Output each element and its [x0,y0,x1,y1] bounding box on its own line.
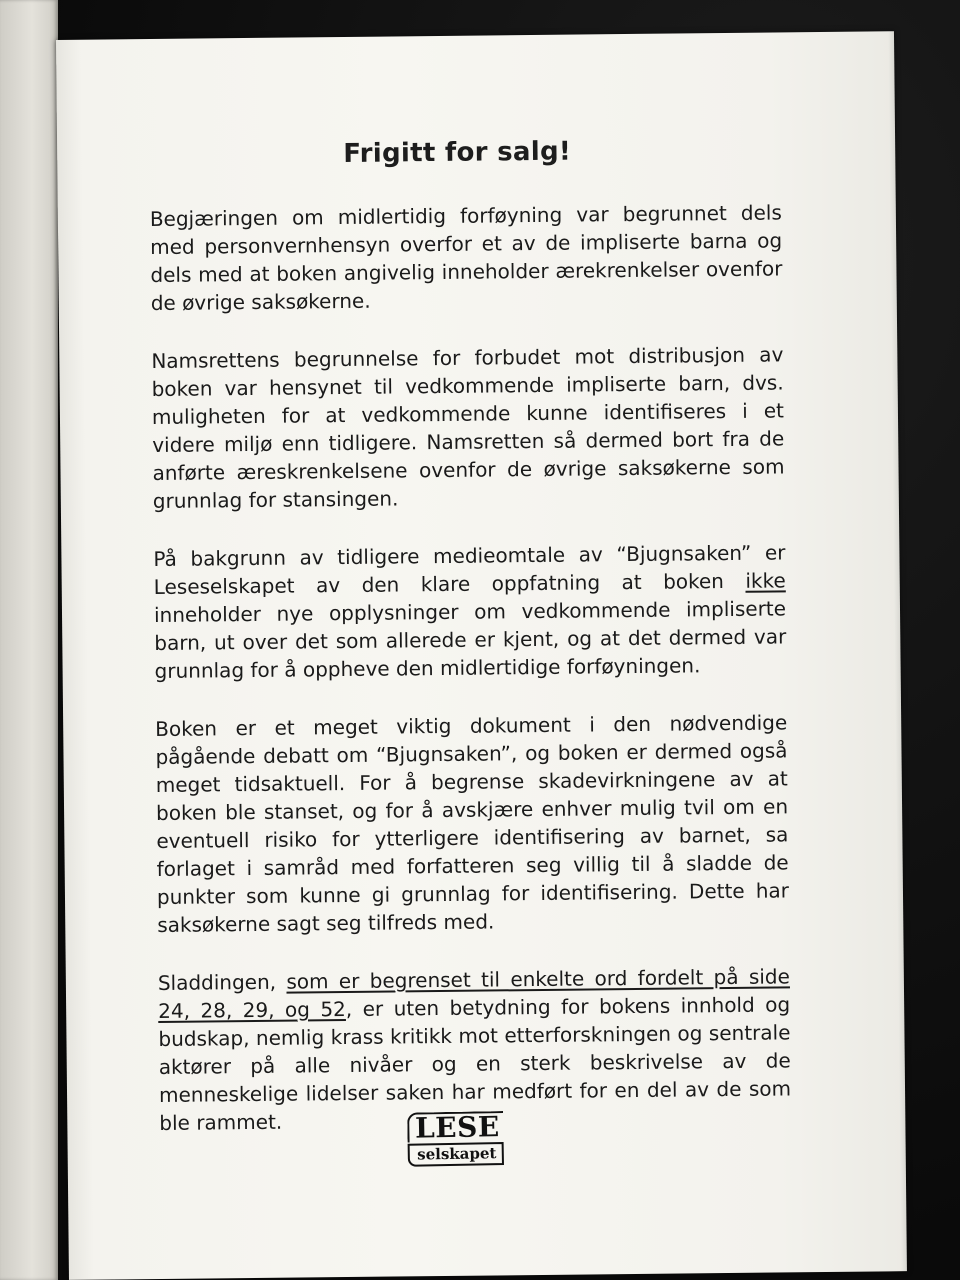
paragraph-1: Begjæringen om midlertidig forføyning var begrunnet dels med personvernhensyn overfor et av de impliserte barna og dels med at boken angivelig inneholder ærekrenkelser ovenfor de øvrige saksøkerne. [149,200,783,316]
paragraph-4: Boken er et meget viktig dokument i den nødvendige pågående debatt om “Bjugnsaken”, og boken er dermed også meget tidsaktuell. For å begrense skadevirkningene av at boken ble stanset, og for å avskjære enhver mulig tvil om en eventuell risiko for ytterligere identifisering av barnet, sa forlaget i samråd med forfatteren seg villig til å sladde de punkter som kunne gi grunnlag for identifisering. Dette har saksøkerne sagt seg tilfreds med. [155,710,790,937]
paragraph-2: Namsrettens begrunnelse for forbudet mot distribusjon av boken var hensynet til vedkommende impliserte barn, dvs. muligheten for at vedkommende kunne identifiseres i et videre miljø enn tidligere. Namsretten så dermed bort fra de anførte æreskrenkelsene ovenfor de øvrige saksøkerne som grunnlag for stansingen. [151,342,785,514]
underlined-page-references: som er begrenset til enkelte ord fordelt på side 24, 28, 29, og 52 [158,964,790,1023]
logo-word-lese: LESE [407,1111,504,1143]
paragraph-3-start: På bakgrunn av tidligere medieomtale av “Bjugnsaken” er Leseselskapet av den klare oppfatning at boken [153,540,786,600]
page-edge-shadow [888,31,907,1271]
paragraph-3-end: inneholder nye opplysninger om vedkommende impliserte barn, ut over det som allerede er kjent, og at det dermed var grunnlag for å oppheve den midlertidige forføyningen. [153,596,787,684]
left-page-edge [0,0,58,1280]
book-page [56,31,907,1280]
paragraph-5-start: Sladdingen, [157,969,287,995]
page-title: Frigitt for salg! [343,136,572,169]
underlined-word-ikke: ikke [745,568,786,593]
leseselskapet-logo [407,1111,504,1167]
paragraph-5-end: , er uten betydning for bokens innhold og budskap, nemlig krass kritikk mot etterforskningen og sentrale aktører på alle nivåer og en sterk beskrivelse av de menneskelige lidelser saken har medført for en del av de som ble rammet. [158,992,792,1135]
page-content [149,134,792,1167]
paragraph-3 [153,538,786,685]
logo-word-selskapet: selskapet [408,1142,504,1167]
